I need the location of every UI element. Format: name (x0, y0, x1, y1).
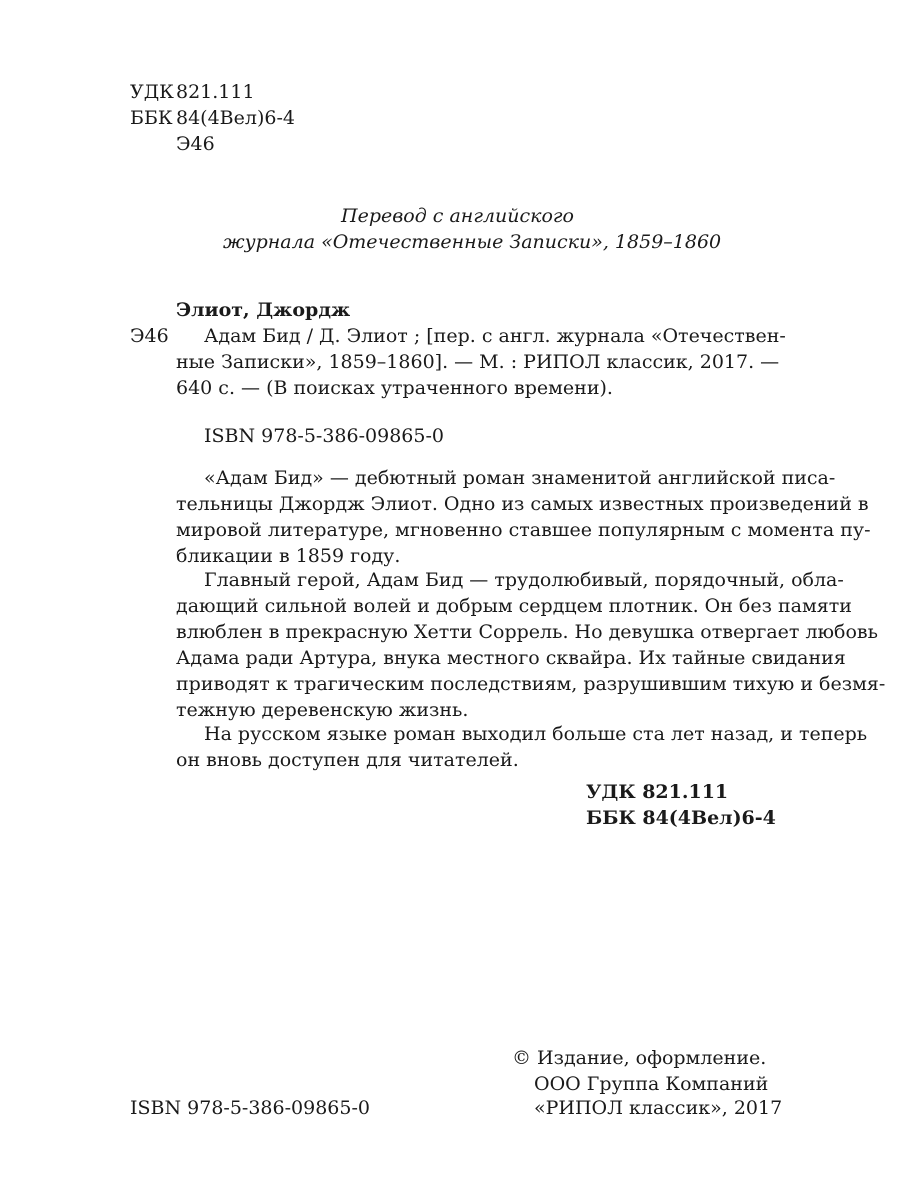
annotation-line: влюблен в прекрасную Хетти Соррель. Но девушка отвергает любовь (176, 621, 878, 643)
udk-label: УДК (130, 81, 174, 103)
annotation-line: тежную деревенскую жизнь. (176, 699, 469, 721)
annotation-line: мировой литературе, мгновенно ставшее популярным с момента пу- (176, 519, 871, 541)
author-mark-left: Э46 (130, 325, 169, 347)
translation-note-line-1: Перевод с английского (341, 205, 574, 227)
annotation-line: дающий сильной волей и добрым сердцем плотник. Он без памяти (176, 595, 852, 617)
copyright-line: ООО Группа Компаний (534, 1073, 769, 1095)
bbk-code: 84(4Вел)6-4 (176, 107, 295, 129)
description-line: ные Записки», 1859–1860]. — М. : РИПОЛ классик, 2017. — (176, 351, 780, 373)
author-heading: Элиот, Джордж (176, 299, 351, 321)
footer-isbn: ISBN 978-5-386-09865-0 (130, 1097, 370, 1119)
translation-note-line-2: журнала «Отечественные Записки», 1859–1860 (223, 231, 722, 253)
description-line: 640 с. — (В поисках утраченного времени). (176, 377, 613, 399)
udk-code: 821.111 (176, 81, 255, 103)
isbn-line: ISBN 978-5-386-09865-0 (204, 425, 444, 447)
annotation-line: он вновь доступен для читателей. (176, 749, 519, 771)
bbk-label: ББК (130, 107, 173, 129)
annotation-line: приводят к трагическим последствиям, разрушившим тихую и безмя- (176, 673, 886, 695)
description-line: Адам Бид / Д. Элиот ; [пер. с англ. журнала «Отечествен- (204, 325, 786, 347)
annotation-line: Главный герой, Адам Бид — трудолюбивый, порядочный, обла- (204, 569, 844, 591)
bbk-bold: ББК 84(4Вел)6-4 (586, 807, 776, 829)
annotation-line: тельницы Джордж Элиот. Одно из самых известных произведений в (176, 493, 869, 515)
copyright-line: «РИПОЛ классик», 2017 (534, 1097, 783, 1119)
udk-bold: УДК 821.111 (586, 781, 729, 803)
copyright-line: © Издание, оформление. (512, 1047, 767, 1069)
annotation-line: «Адам Бид» — дебютный роман знаменитой английской писа- (204, 467, 836, 489)
annotation-line: бликации в 1859 году. (176, 545, 401, 567)
annotation-line: Адама ради Артура, внука местного сквайра. Их тайные свидания (176, 647, 846, 669)
author-mark: Э46 (176, 133, 215, 155)
annotation-line: На русском языке роман выходил больше ста лет назад, и теперь (204, 723, 868, 745)
